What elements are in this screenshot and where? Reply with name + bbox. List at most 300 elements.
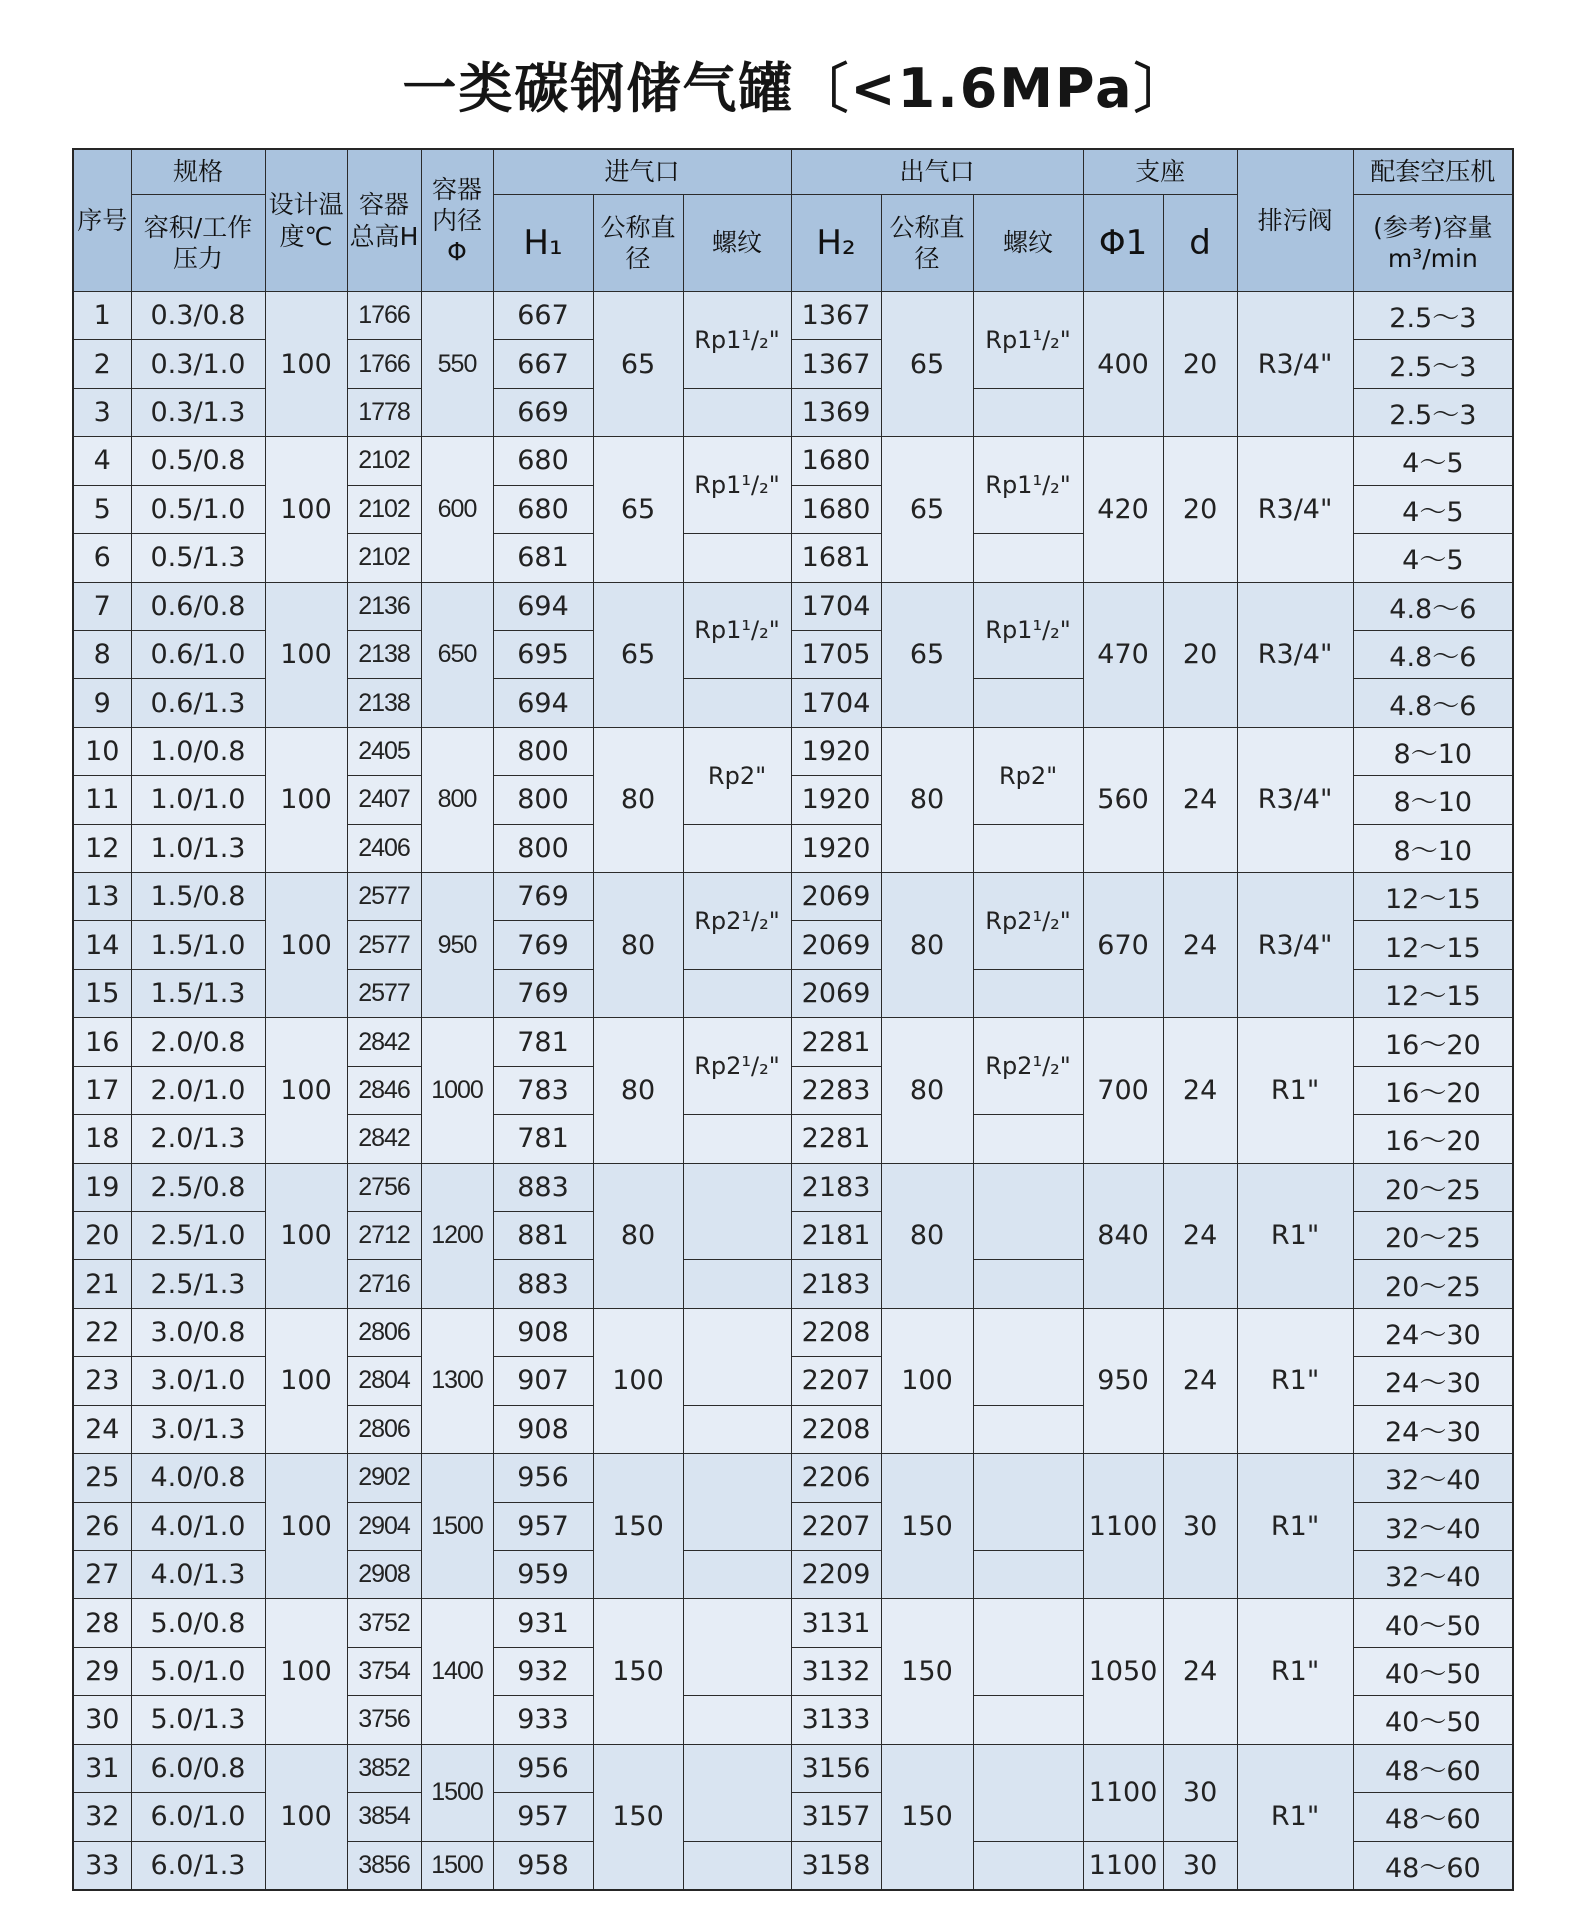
- cell-h1: 931: [493, 1599, 593, 1647]
- cell-spec: 0.6/0.8: [131, 582, 265, 630]
- cell-d: 30: [1163, 1454, 1237, 1599]
- cell-h2: 1704: [791, 582, 881, 630]
- header-capacity: (参考)容量m³/min: [1353, 195, 1513, 292]
- cell-spec: 0.5/1.0: [131, 485, 265, 533]
- cell-h2: 2208: [791, 1405, 881, 1453]
- cell-h1: 769: [493, 969, 593, 1017]
- table-row: [73, 1163, 1513, 1211]
- table-row: [73, 1744, 1513, 1792]
- cell-seq: 29: [73, 1647, 131, 1695]
- cell-inlet-thread-blank: [683, 1841, 791, 1890]
- cell-outlet-thread-blank: [973, 1260, 1083, 1308]
- cell-diameter: 950: [421, 873, 493, 1018]
- cell-h1: 680: [493, 437, 593, 485]
- cell-spec: 2.5/1.0: [131, 1212, 265, 1260]
- cell-height: 2577: [347, 921, 421, 969]
- cell-h2: 1367: [791, 292, 881, 340]
- cell-capacity: 8～10: [1353, 727, 1513, 775]
- table-row: [73, 437, 1513, 485]
- cell-d: 20: [1163, 582, 1237, 727]
- cell-diameter: 1200: [421, 1163, 493, 1308]
- cell-height: 2756: [347, 1163, 421, 1211]
- cell-seq: 8: [73, 630, 131, 678]
- cell-h1: 781: [493, 1115, 593, 1163]
- cell-spec: 0.3/1.0: [131, 340, 265, 388]
- cell-phi1: 1100: [1083, 1841, 1163, 1890]
- cell-seq: 31: [73, 1744, 131, 1792]
- cell-h1: 681: [493, 534, 593, 582]
- cell-spec: 2.0/1.3: [131, 1115, 265, 1163]
- cell-d: 30: [1163, 1841, 1237, 1890]
- cell-outlet-thread-blank: [973, 388, 1083, 436]
- cell-capacity: 4～5: [1353, 485, 1513, 533]
- header-spec: 容积/工作压力: [131, 195, 265, 292]
- cell-height: 2806: [347, 1308, 421, 1356]
- cell-capacity: 40～50: [1353, 1696, 1513, 1744]
- cell-capacity: 24～30: [1353, 1357, 1513, 1405]
- cell-spec: 5.0/0.8: [131, 1599, 265, 1647]
- cell-capacity: 12～15: [1353, 969, 1513, 1017]
- cell-d: 24: [1163, 1018, 1237, 1163]
- header-outlet-nominal: 公称直径: [881, 195, 973, 292]
- cell-h1: 800: [493, 824, 593, 872]
- cell-h1: 957: [493, 1502, 593, 1550]
- cell-seq: 4: [73, 437, 131, 485]
- cell-phi1: 560: [1083, 727, 1163, 872]
- cell-spec: 3.0/1.0: [131, 1357, 265, 1405]
- cell-inlet-thread-blank: [683, 534, 791, 582]
- header-inlet-thread: 螺纹: [683, 195, 791, 292]
- cell-inlet-thread-blank: [683, 1550, 791, 1598]
- cell-seq: 13: [73, 873, 131, 921]
- cell-outlet-thread: [973, 1163, 1083, 1260]
- cell-seq: 18: [73, 1115, 131, 1163]
- cell-temp: 100: [265, 292, 347, 437]
- cell-temp: 100: [265, 1454, 347, 1599]
- cell-h2: 2069: [791, 873, 881, 921]
- cell-diameter: 600: [421, 437, 493, 582]
- cell-capacity: 32～40: [1353, 1454, 1513, 1502]
- cell-capacity: 4.8～6: [1353, 630, 1513, 678]
- cell-phi1: 470: [1083, 582, 1163, 727]
- cell-h2: 3158: [791, 1841, 881, 1890]
- cell-phi1: 1050: [1083, 1599, 1163, 1744]
- cell-outlet-thread-blank: [973, 1841, 1083, 1890]
- cell-capacity: 4～5: [1353, 437, 1513, 485]
- cell-seq: 2: [73, 340, 131, 388]
- header-inlet-nominal: 公称直径: [593, 195, 683, 292]
- cell-outlet-thread: Rp2¹/₂": [973, 873, 1083, 970]
- cell-inlet-thread: [683, 1163, 791, 1260]
- cell-height: 2138: [347, 679, 421, 727]
- table-row: [73, 1454, 1513, 1502]
- cell-inlet-nominal: 100: [593, 1308, 683, 1453]
- cell-h2: 2181: [791, 1212, 881, 1260]
- cell-spec: 1.5/1.3: [131, 969, 265, 1017]
- cell-inlet-nominal: 150: [593, 1744, 683, 1890]
- cell-drain: R3/4": [1237, 727, 1353, 872]
- header-d: d: [1163, 195, 1237, 292]
- cell-height: 2136: [347, 582, 421, 630]
- cell-capacity: 12～15: [1353, 873, 1513, 921]
- cell-capacity: 32～40: [1353, 1502, 1513, 1550]
- table-row: [73, 292, 1513, 340]
- cell-capacity: 16～20: [1353, 1066, 1513, 1114]
- cell-outlet-thread: [973, 1454, 1083, 1551]
- cell-height: 2138: [347, 630, 421, 678]
- cell-height: 2846: [347, 1066, 421, 1114]
- cell-inlet-thread-blank: [683, 824, 791, 872]
- cell-inlet-nominal: 80: [593, 873, 683, 1018]
- cell-spec: 2.5/0.8: [131, 1163, 265, 1211]
- cell-diameter: 550: [421, 292, 493, 437]
- cell-seq: 5: [73, 485, 131, 533]
- cell-height: 3852: [347, 1744, 421, 1792]
- cell-inlet-nominal: 150: [593, 1599, 683, 1744]
- cell-diameter: 1000: [421, 1018, 493, 1163]
- cell-h2: 2069: [791, 921, 881, 969]
- cell-seq: 30: [73, 1696, 131, 1744]
- cell-height: 2842: [347, 1115, 421, 1163]
- cell-outlet-nominal: 150: [881, 1599, 973, 1744]
- cell-outlet-thread-blank: [973, 1405, 1083, 1453]
- cell-h1: 883: [493, 1260, 593, 1308]
- cell-capacity: 48～60: [1353, 1793, 1513, 1841]
- cell-h1: 694: [493, 679, 593, 727]
- cell-seq: 3: [73, 388, 131, 436]
- cell-outlet-thread: [973, 1599, 1083, 1696]
- header-inlet-group: 进气口: [493, 149, 791, 195]
- cell-spec: 5.0/1.0: [131, 1647, 265, 1695]
- cell-spec: 1.0/1.3: [131, 824, 265, 872]
- cell-height: 2712: [347, 1212, 421, 1260]
- header-spec-group: 规格: [131, 149, 265, 195]
- cell-outlet-thread-blank: [973, 969, 1083, 1017]
- cell-seq: 7: [73, 582, 131, 630]
- cell-seq: 19: [73, 1163, 131, 1211]
- cell-spec: 1.0/0.8: [131, 727, 265, 775]
- cell-inlet-thread: Rp2": [683, 727, 791, 824]
- cell-drain: R3/4": [1237, 873, 1353, 1018]
- cell-outlet-nominal: 150: [881, 1454, 973, 1599]
- cell-spec: 0.3/1.3: [131, 388, 265, 436]
- cell-spec: 1.5/0.8: [131, 873, 265, 921]
- cell-h1: 781: [493, 1018, 593, 1066]
- cell-capacity: 4.8～6: [1353, 582, 1513, 630]
- cell-h2: 2069: [791, 969, 881, 1017]
- cell-outlet-nominal: 65: [881, 582, 973, 727]
- cell-diameter: 1500: [421, 1841, 493, 1890]
- cell-outlet-nominal: 65: [881, 292, 973, 437]
- cell-seq: 26: [73, 1502, 131, 1550]
- cell-h1: 667: [493, 292, 593, 340]
- cell-temp: 100: [265, 1599, 347, 1744]
- cell-spec: 4.0/1.0: [131, 1502, 265, 1550]
- cell-inlet-thread-blank: [683, 1115, 791, 1163]
- cell-spec: 4.0/1.3: [131, 1550, 265, 1598]
- cell-diameter: 1400: [421, 1599, 493, 1744]
- cell-outlet-thread-blank: [973, 1115, 1083, 1163]
- cell-outlet-thread: [973, 1308, 1083, 1405]
- header-h1: H₁: [493, 195, 593, 292]
- table-row: [73, 1308, 1513, 1356]
- cell-h1: 669: [493, 388, 593, 436]
- cell-h1: 881: [493, 1212, 593, 1260]
- cell-h2: 2281: [791, 1115, 881, 1163]
- cell-capacity: 16～20: [1353, 1018, 1513, 1066]
- cell-seq: 16: [73, 1018, 131, 1066]
- cell-phi1: 670: [1083, 873, 1163, 1018]
- cell-d: 24: [1163, 1308, 1237, 1453]
- cell-h2: 1920: [791, 824, 881, 872]
- cell-inlet-thread: Rp2¹/₂": [683, 1018, 791, 1115]
- cell-spec: 4.0/0.8: [131, 1454, 265, 1502]
- cell-height: 2902: [347, 1454, 421, 1502]
- cell-inlet-nominal: 80: [593, 1018, 683, 1163]
- cell-capacity: 2.5～3: [1353, 388, 1513, 436]
- cell-capacity: 20～25: [1353, 1163, 1513, 1211]
- cell-inlet-thread-blank: [683, 679, 791, 727]
- cell-seq: 28: [73, 1599, 131, 1647]
- cell-inlet-thread: Rp2¹/₂": [683, 873, 791, 970]
- cell-outlet-nominal: 80: [881, 1018, 973, 1163]
- cell-height: 2102: [347, 485, 421, 533]
- cell-h1: 667: [493, 340, 593, 388]
- cell-inlet-nominal: 80: [593, 727, 683, 872]
- cell-seq: 25: [73, 1454, 131, 1502]
- cell-spec: 2.5/1.3: [131, 1260, 265, 1308]
- cell-spec: 2.0/1.0: [131, 1066, 265, 1114]
- cell-drain: R1": [1237, 1308, 1353, 1453]
- cell-inlet-thread-blank: [683, 388, 791, 436]
- cell-seq: 15: [73, 969, 131, 1017]
- cell-temp: 100: [265, 873, 347, 1018]
- cell-outlet-thread-blank: [973, 1696, 1083, 1744]
- cell-inlet-thread: [683, 1454, 791, 1551]
- cell-h1: 957: [493, 1793, 593, 1841]
- cell-outlet-thread: Rp1¹/₂": [973, 292, 1083, 389]
- cell-h1: 769: [493, 873, 593, 921]
- cell-height: 2716: [347, 1260, 421, 1308]
- cell-spec: 6.0/1.0: [131, 1793, 265, 1841]
- cell-height: 2102: [347, 437, 421, 485]
- cell-spec: 0.5/1.3: [131, 534, 265, 582]
- cell-h2: 2183: [791, 1163, 881, 1211]
- cell-height: 1778: [347, 388, 421, 436]
- cell-h2: 3132: [791, 1647, 881, 1695]
- cell-capacity: 48～60: [1353, 1744, 1513, 1792]
- header-diameter: 容器内径Φ: [421, 149, 493, 292]
- table-row: [73, 727, 1513, 775]
- cell-h2: 2208: [791, 1308, 881, 1356]
- cell-spec: 1.0/1.0: [131, 776, 265, 824]
- cell-outlet-nominal: 80: [881, 727, 973, 872]
- cell-capacity: 16～20: [1353, 1115, 1513, 1163]
- table-body: [73, 292, 1513, 1891]
- cell-height: 3756: [347, 1696, 421, 1744]
- cell-inlet-nominal: 65: [593, 437, 683, 582]
- cell-drain: R1": [1237, 1454, 1353, 1599]
- cell-phi1: 400: [1083, 292, 1163, 437]
- cell-capacity: 2.5～3: [1353, 292, 1513, 340]
- cell-capacity: 24～30: [1353, 1308, 1513, 1356]
- cell-height: 3854: [347, 1793, 421, 1841]
- cell-height: 3752: [347, 1599, 421, 1647]
- cell-h1: 908: [493, 1405, 593, 1453]
- cell-phi1: 840: [1083, 1163, 1163, 1308]
- cell-spec: 5.0/1.3: [131, 1696, 265, 1744]
- cell-phi1: 1100: [1083, 1744, 1163, 1841]
- spec-table: [72, 148, 1514, 1891]
- table-header: [73, 149, 1513, 292]
- cell-outlet-thread: [973, 1744, 1083, 1841]
- cell-phi1: 1100: [1083, 1454, 1163, 1599]
- cell-h1: 800: [493, 727, 593, 775]
- cell-d: 24: [1163, 727, 1237, 872]
- cell-d: 24: [1163, 1599, 1237, 1744]
- cell-h2: 1367: [791, 340, 881, 388]
- cell-outlet-thread-blank: [973, 534, 1083, 582]
- cell-outlet-thread-blank: [973, 1550, 1083, 1598]
- cell-h1: 883: [493, 1163, 593, 1211]
- cell-outlet-thread: Rp2¹/₂": [973, 1018, 1083, 1115]
- cell-h1: 800: [493, 776, 593, 824]
- cell-spec: 0.3/0.8: [131, 292, 265, 340]
- cell-height: 2842: [347, 1018, 421, 1066]
- cell-height: 2806: [347, 1405, 421, 1453]
- cell-height: 2102: [347, 534, 421, 582]
- header-temp: 设计温度℃: [265, 149, 347, 292]
- cell-spec: 2.0/0.8: [131, 1018, 265, 1066]
- header-outlet-thread: 螺纹: [973, 195, 1083, 292]
- cell-h1: 783: [493, 1066, 593, 1114]
- table-row: [73, 582, 1513, 630]
- cell-h1: 680: [493, 485, 593, 533]
- cell-temp: 100: [265, 1744, 347, 1890]
- cell-height: 2405: [347, 727, 421, 775]
- cell-capacity: 2.5～3: [1353, 340, 1513, 388]
- cell-spec: 3.0/0.8: [131, 1308, 265, 1356]
- cell-spec: 6.0/0.8: [131, 1744, 265, 1792]
- cell-height: 2577: [347, 969, 421, 1017]
- cell-h2: 3156: [791, 1744, 881, 1792]
- cell-outlet-nominal: 80: [881, 873, 973, 1018]
- cell-inlet-thread: [683, 1308, 791, 1405]
- cell-outlet-nominal: 80: [881, 1163, 973, 1308]
- cell-seq: 14: [73, 921, 131, 969]
- cell-seq: 33: [73, 1841, 131, 1890]
- table-row: [73, 1018, 1513, 1066]
- header-height: 容器总高H: [347, 149, 421, 292]
- cell-capacity: 24～30: [1353, 1405, 1513, 1453]
- cell-outlet-nominal: 100: [881, 1308, 973, 1453]
- cell-h1: 959: [493, 1550, 593, 1598]
- cell-temp: 100: [265, 1308, 347, 1453]
- cell-seq: 17: [73, 1066, 131, 1114]
- cell-inlet-thread-blank: [683, 1405, 791, 1453]
- cell-h2: 2206: [791, 1454, 881, 1502]
- cell-capacity: 40～50: [1353, 1647, 1513, 1695]
- cell-seq: 21: [73, 1260, 131, 1308]
- cell-d: 24: [1163, 873, 1237, 1018]
- cell-h1: 769: [493, 921, 593, 969]
- page-title: 一类碳钢储气罐〔<1.6MPa〕: [402, 57, 1190, 120]
- cell-height: 2577: [347, 873, 421, 921]
- cell-diameter: 1300: [421, 1308, 493, 1453]
- cell-height: 2908: [347, 1550, 421, 1598]
- cell-inlet-nominal: 65: [593, 582, 683, 727]
- cell-h1: 933: [493, 1696, 593, 1744]
- cell-seq: 1: [73, 292, 131, 340]
- cell-d: 20: [1163, 437, 1237, 582]
- cell-height: 2406: [347, 824, 421, 872]
- cell-inlet-thread: Rp1¹/₂": [683, 437, 791, 534]
- cell-h2: 1369: [791, 388, 881, 436]
- cell-seq: 9: [73, 679, 131, 727]
- cell-h2: 2281: [791, 1018, 881, 1066]
- cell-inlet-thread-blank: [683, 969, 791, 1017]
- cell-seq: 12: [73, 824, 131, 872]
- cell-h2: 1705: [791, 630, 881, 678]
- cell-height: 2804: [347, 1357, 421, 1405]
- cell-spec: 0.5/0.8: [131, 437, 265, 485]
- cell-spec: 1.5/1.0: [131, 921, 265, 969]
- cell-height: 3754: [347, 1647, 421, 1695]
- cell-inlet-thread-blank: [683, 1260, 791, 1308]
- cell-spec: 6.0/1.3: [131, 1841, 265, 1890]
- header-seq: 序号: [73, 149, 131, 292]
- header-drain: 排污阀: [1237, 149, 1353, 292]
- cell-h1: 694: [493, 582, 593, 630]
- cell-inlet-thread: [683, 1744, 791, 1841]
- cell-outlet-nominal: 65: [881, 437, 973, 582]
- cell-diameter: 650: [421, 582, 493, 727]
- cell-inlet-nominal: 150: [593, 1454, 683, 1599]
- header-h2: H₂: [791, 195, 881, 292]
- cell-h2: 2207: [791, 1502, 881, 1550]
- cell-capacity: 32～40: [1353, 1550, 1513, 1598]
- cell-outlet-nominal: 150: [881, 1744, 973, 1890]
- cell-h1: 907: [493, 1357, 593, 1405]
- cell-d: 30: [1163, 1744, 1237, 1841]
- cell-h2: 3131: [791, 1599, 881, 1647]
- cell-diameter: 1500: [421, 1744, 493, 1841]
- cell-outlet-thread: Rp1¹/₂": [973, 437, 1083, 534]
- cell-height: 1766: [347, 340, 421, 388]
- cell-drain: R3/4": [1237, 292, 1353, 437]
- cell-drain: R1": [1237, 1599, 1353, 1744]
- cell-seq: 11: [73, 776, 131, 824]
- cell-capacity: 4～5: [1353, 534, 1513, 582]
- cell-drain: R1": [1237, 1744, 1353, 1890]
- cell-outlet-thread: Rp2": [973, 727, 1083, 824]
- cell-seq: 23: [73, 1357, 131, 1405]
- cell-phi1: 950: [1083, 1308, 1163, 1453]
- cell-d: 20: [1163, 292, 1237, 437]
- cell-diameter: 800: [421, 727, 493, 872]
- cell-capacity: 4.8～6: [1353, 679, 1513, 727]
- cell-inlet-thread-blank: [683, 1696, 791, 1744]
- header-support-group: 支座: [1083, 149, 1237, 195]
- cell-drain: R3/4": [1237, 437, 1353, 582]
- header-outlet-group: 出气口: [791, 149, 1083, 195]
- cell-h2: 3133: [791, 1696, 881, 1744]
- table-row: [73, 1599, 1513, 1647]
- cell-h1: 932: [493, 1647, 593, 1695]
- cell-h2: 2209: [791, 1550, 881, 1598]
- cell-inlet-nominal: 80: [593, 1163, 683, 1308]
- header-compressor-group: 配套空压机: [1353, 149, 1513, 195]
